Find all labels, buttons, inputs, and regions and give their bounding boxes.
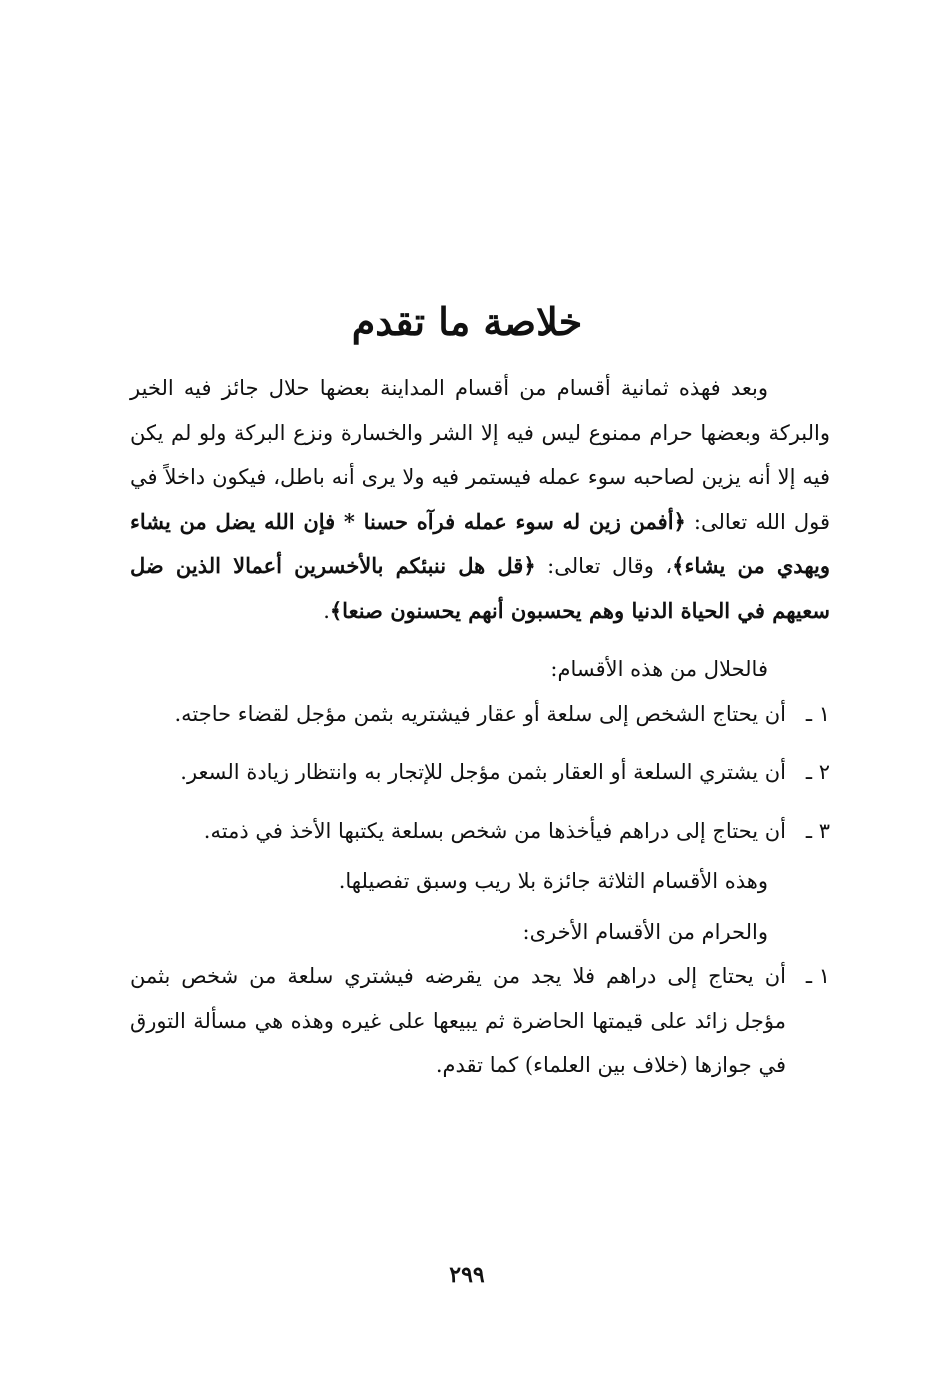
- item-number: ٣ ـ: [805, 818, 830, 843]
- intro-text-2: ، وقال تعالى:: [535, 554, 673, 578]
- item-text: أن يحتاج إلى دراهم فيأخذها من شخص بسلعة يكتبها الأخذ في ذمته.: [203, 818, 786, 843]
- item-number: ٢ ـ: [805, 760, 830, 784]
- item-text: أن يحتاج الشخص إلى سلعة أو عقار فيشتريه بثمن مؤجل لقضاء حاجته.: [174, 701, 786, 726]
- halal-list: [130, 692, 830, 854]
- haram-list: [130, 954, 830, 1088]
- list-item: [130, 692, 830, 737]
- intro-paragraph: [130, 366, 830, 633]
- page-number: ٢٩٩: [449, 1262, 485, 1288]
- page-body: [130, 366, 830, 1088]
- section-title: خلاصة ما تقدم: [351, 299, 583, 344]
- list-item: [130, 750, 830, 795]
- quran-quote-2: ﴿قل هل ننبئكم بالأخسرين أعمالا الذين ضل سعيهم في الحياة الدنيا وهم يحسبون أنهم يحسنون صنعا﴾: [130, 553, 830, 623]
- quran-quote-1: ﴿أفمن زين له سوء عمله فرآه حسنا * فإن الله يضل من يشاء ويهدي من يشاء﴾: [130, 508, 830, 578]
- item-text: أن يشتري السلعة أو العقار بثمن مؤجل للإتجار به وانتظار زيادة السعر.: [180, 760, 786, 784]
- halal-heading: فالحلال من هذه الأقسام:: [550, 657, 768, 681]
- list-item: [130, 809, 830, 854]
- item-number: ١ ـ: [805, 964, 830, 988]
- intro-text-1: وبعد فهذه ثمانية أقسام من أقسام المداينة بعضها حلال جائز فيه الخير والبركة وبعضها حرام ممنوع ليس فيه إلا الشر والخسارة ونزع البركة ولو لم يكن فيه إلا أنه يزين لصاحبه سوء عمله فيستمر فيه ولا يرى أنه باطل، فيكون داخلاً في قول الله تعالى:: [130, 376, 831, 534]
- list-item: [130, 954, 830, 1088]
- intro-text-3: .: [323, 598, 330, 623]
- item-number: ١ ـ: [805, 701, 830, 726]
- halal-summary: وهذه الأقسام الثلاثة جائزة بلا ريب وسبق تفصيلها.: [338, 869, 768, 893]
- item-text: أن يحتاج إلى دراهم فلا يجد من يقرضه فيشتري سلعة من شخص بثمن مؤجل زائد على قيمتها الحاضرة ثم يبيعها على غيره وهذه هي مسألة التورق في جوازها (خلاف بين العلماء) كما تقدم.: [130, 964, 786, 1077]
- haram-heading: والحرام من الأقسام الأخرى:: [522, 919, 768, 944]
